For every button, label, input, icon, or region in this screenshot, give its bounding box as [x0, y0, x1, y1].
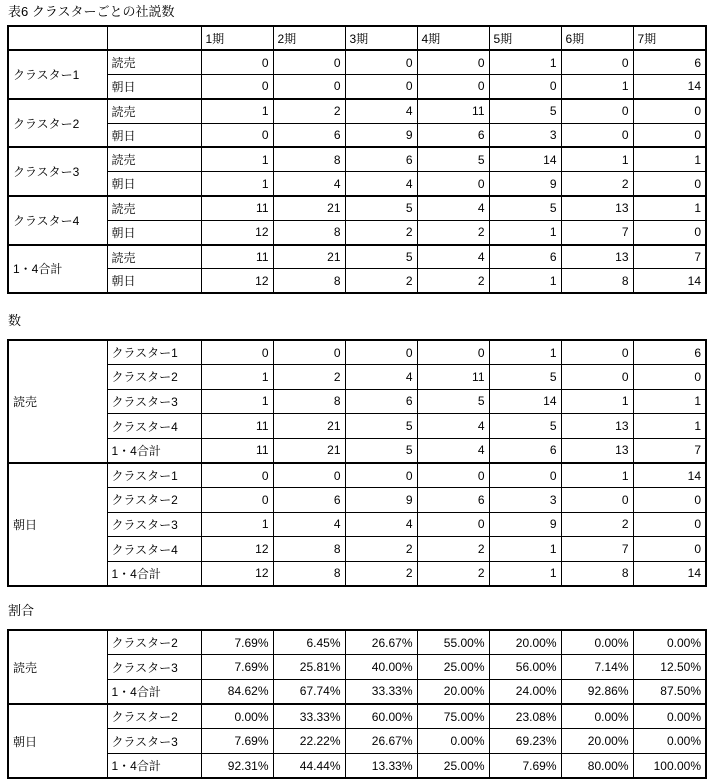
- value-cell: 0: [561, 50, 633, 74]
- row-label-cell: クラスター3: [107, 389, 201, 414]
- group-label-cell: クラスター4: [8, 196, 107, 245]
- value-cell: 0: [273, 340, 345, 365]
- value-cell: 11: [417, 99, 489, 123]
- value-cell: 5: [489, 414, 561, 439]
- value-cell: 5: [417, 147, 489, 171]
- value-cell: 0: [633, 172, 706, 196]
- value-cell: 8: [273, 269, 345, 293]
- row-label-cell: 朝日: [107, 220, 201, 244]
- value-cell: 1: [201, 389, 273, 414]
- table-row: [8, 655, 706, 680]
- value-cell: 24.00%: [489, 679, 561, 704]
- value-cell: 2: [417, 269, 489, 293]
- table-row: [8, 679, 706, 704]
- value-cell: 2: [273, 365, 345, 390]
- table-row: [8, 704, 706, 729]
- group-label-cell: クラスター1: [8, 50, 107, 99]
- value-cell: 69.23%: [489, 729, 561, 754]
- row-label-cell: クラスター4: [107, 414, 201, 439]
- value-cell: 0: [633, 365, 706, 390]
- value-cell: 4: [345, 365, 417, 390]
- value-cell: 0: [489, 75, 561, 99]
- value-cell: 55.00%: [417, 630, 489, 655]
- value-cell: 0: [561, 365, 633, 390]
- table-row: [8, 99, 706, 123]
- value-cell: 5: [345, 245, 417, 269]
- row-label-cell: クラスター3: [107, 729, 201, 754]
- value-cell: 14: [633, 561, 706, 586]
- value-cell: 6: [633, 340, 706, 365]
- table-editorials-by-cluster: [7, 25, 707, 294]
- table-row: [8, 729, 706, 754]
- table-row: [8, 172, 706, 196]
- group-label-cell: 読売: [8, 340, 107, 463]
- value-cell: 11: [201, 245, 273, 269]
- group-label-cell: 朝日: [8, 704, 107, 778]
- value-cell: 6: [417, 123, 489, 147]
- value-cell: 0: [417, 75, 489, 99]
- value-cell: 1: [561, 147, 633, 171]
- table-row: [8, 220, 706, 244]
- value-cell: 25.00%: [417, 753, 489, 778]
- table-row: [8, 269, 706, 293]
- row-label-cell: 1・4合計: [107, 679, 201, 704]
- group-label-cell: 1・4合計: [8, 245, 107, 294]
- value-cell: 7.69%: [201, 729, 273, 754]
- value-cell: 0.00%: [561, 630, 633, 655]
- row-label-cell: クラスター3: [107, 655, 201, 680]
- value-cell: 14: [489, 389, 561, 414]
- value-cell: 8: [273, 147, 345, 171]
- value-cell: 0: [417, 340, 489, 365]
- value-cell: 0: [273, 463, 345, 488]
- value-cell: 0.00%: [633, 630, 706, 655]
- value-cell: 1: [633, 196, 706, 220]
- value-cell: 33.33%: [345, 679, 417, 704]
- value-cell: 3: [489, 488, 561, 513]
- table-row: [8, 414, 706, 439]
- value-cell: 6: [345, 147, 417, 171]
- value-cell: 20.00%: [561, 729, 633, 754]
- value-cell: 13: [561, 438, 633, 463]
- row-label-cell: クラスター3: [107, 512, 201, 537]
- row-label-cell: 1・4合計: [107, 753, 201, 778]
- table-row: [8, 196, 706, 220]
- value-cell: 0.00%: [633, 729, 706, 754]
- row-label-cell: 1・4合計: [107, 561, 201, 586]
- value-cell: 80.00%: [561, 753, 633, 778]
- value-cell: 0: [201, 488, 273, 513]
- value-cell: 1: [489, 537, 561, 562]
- value-cell: 0: [201, 463, 273, 488]
- table-row: [8, 147, 706, 171]
- value-cell: 21: [273, 245, 345, 269]
- value-cell: 5: [345, 438, 417, 463]
- row-label-cell: クラスター2: [107, 630, 201, 655]
- value-cell: 6: [489, 245, 561, 269]
- row-label-cell: クラスター2: [107, 365, 201, 390]
- value-cell: 0: [345, 75, 417, 99]
- value-cell: 1: [561, 75, 633, 99]
- value-cell: 44.44%: [273, 753, 345, 778]
- table-row: [8, 753, 706, 778]
- table-row: [8, 630, 706, 655]
- row-label-cell: 朝日: [107, 123, 201, 147]
- value-cell: 2: [345, 537, 417, 562]
- value-cell: 0.00%: [201, 704, 273, 729]
- table-row: [8, 561, 706, 586]
- value-cell: 22.22%: [273, 729, 345, 754]
- value-cell: 3: [489, 123, 561, 147]
- value-cell: 4: [273, 172, 345, 196]
- value-cell: 2: [417, 537, 489, 562]
- value-cell: 2: [417, 561, 489, 586]
- value-cell: 0: [201, 75, 273, 99]
- value-cell: 9: [345, 488, 417, 513]
- value-cell: 7.14%: [561, 655, 633, 680]
- value-cell: 21: [273, 196, 345, 220]
- value-cell: 8: [273, 561, 345, 586]
- value-cell: 92.31%: [201, 753, 273, 778]
- value-cell: 67.74%: [273, 679, 345, 704]
- value-cell: 1: [561, 463, 633, 488]
- value-cell: 0: [561, 488, 633, 513]
- value-cell: 11: [201, 438, 273, 463]
- value-cell: 14: [633, 269, 706, 293]
- column-header-cell: 4期: [417, 26, 489, 50]
- table-counts-by-paper: [7, 339, 707, 587]
- value-cell: 12: [201, 561, 273, 586]
- value-cell: 20.00%: [489, 630, 561, 655]
- value-cell: 1: [489, 340, 561, 365]
- row-label-cell: 1・4合計: [107, 438, 201, 463]
- row-label-cell: クラスター1: [107, 463, 201, 488]
- row-label-cell: 朝日: [107, 269, 201, 293]
- value-cell: 7: [561, 537, 633, 562]
- value-cell: 7: [633, 245, 706, 269]
- value-cell: 4: [417, 438, 489, 463]
- value-cell: 25.81%: [273, 655, 345, 680]
- table-row: [8, 488, 706, 513]
- value-cell: 2: [561, 172, 633, 196]
- table-row: [8, 537, 706, 562]
- value-cell: 0.00%: [633, 704, 706, 729]
- value-cell: 12.50%: [633, 655, 706, 680]
- value-cell: 21: [273, 414, 345, 439]
- row-label-cell: 朝日: [107, 75, 201, 99]
- value-cell: 1: [201, 147, 273, 171]
- value-cell: 7.69%: [201, 655, 273, 680]
- value-cell: 8: [561, 561, 633, 586]
- value-cell: 4: [273, 512, 345, 537]
- value-cell: 2: [345, 561, 417, 586]
- value-cell: 1: [201, 365, 273, 390]
- value-cell: 1: [489, 269, 561, 293]
- value-cell: 92.86%: [561, 679, 633, 704]
- value-cell: 21: [273, 438, 345, 463]
- value-cell: 4: [417, 414, 489, 439]
- section-label-ratio: 割合: [8, 603, 35, 618]
- value-cell: 0: [273, 75, 345, 99]
- value-cell: 0: [201, 50, 273, 74]
- value-cell: 1: [201, 512, 273, 537]
- row-label-cell: クラスター1: [107, 340, 201, 365]
- value-cell: 87.50%: [633, 679, 706, 704]
- row-label-cell: 読売: [107, 196, 201, 220]
- value-cell: 1: [633, 414, 706, 439]
- value-cell: 0: [633, 99, 706, 123]
- value-cell: 4: [417, 245, 489, 269]
- value-cell: 8: [273, 220, 345, 244]
- value-cell: 11: [417, 365, 489, 390]
- value-cell: 2: [345, 269, 417, 293]
- column-header-cell: 2期: [273, 26, 345, 50]
- column-header-cell: 7期: [633, 26, 706, 50]
- value-cell: 5: [345, 414, 417, 439]
- page-title: 表6 クラスターごとの社説数: [8, 4, 175, 19]
- value-cell: 13: [561, 245, 633, 269]
- value-cell: 12: [201, 220, 273, 244]
- value-cell: 2: [345, 220, 417, 244]
- value-cell: 6: [273, 123, 345, 147]
- value-cell: 14: [489, 147, 561, 171]
- value-cell: 14: [633, 75, 706, 99]
- row-label-cell: 読売: [107, 50, 201, 74]
- corner-cell: [8, 26, 107, 50]
- row-label-cell: 朝日: [107, 172, 201, 196]
- value-cell: 60.00%: [345, 704, 417, 729]
- value-cell: 8: [561, 269, 633, 293]
- section-label-count: 数: [8, 313, 22, 328]
- value-cell: 0: [417, 50, 489, 74]
- group-label-cell: 読売: [8, 630, 107, 704]
- table-header: [8, 26, 706, 50]
- value-cell: 1: [489, 561, 561, 586]
- value-cell: 0: [345, 340, 417, 365]
- value-cell: 6: [345, 389, 417, 414]
- value-cell: 0: [345, 50, 417, 74]
- value-cell: 20.00%: [417, 679, 489, 704]
- table-row: [8, 438, 706, 463]
- value-cell: 12: [201, 269, 273, 293]
- value-cell: 1: [633, 389, 706, 414]
- value-cell: 2: [417, 220, 489, 244]
- value-cell: 0: [633, 123, 706, 147]
- value-cell: 0: [273, 50, 345, 74]
- row-label-cell: 読売: [107, 245, 201, 269]
- value-cell: 8: [273, 389, 345, 414]
- value-cell: 26.67%: [345, 729, 417, 754]
- value-cell: 0: [561, 340, 633, 365]
- value-cell: 40.00%: [345, 655, 417, 680]
- group-label-cell: クラスター2: [8, 99, 107, 148]
- value-cell: 5: [489, 365, 561, 390]
- value-cell: 0.00%: [561, 704, 633, 729]
- value-cell: 13: [561, 196, 633, 220]
- value-cell: 0: [417, 172, 489, 196]
- column-header-cell: 1期: [201, 26, 273, 50]
- value-cell: 1: [201, 172, 273, 196]
- value-cell: 7.69%: [489, 753, 561, 778]
- value-cell: 0: [633, 220, 706, 244]
- row-label-cell: クラスター2: [107, 488, 201, 513]
- column-header-cell: 6期: [561, 26, 633, 50]
- value-cell: 84.62%: [201, 679, 273, 704]
- value-cell: 9: [345, 123, 417, 147]
- value-cell: 4: [345, 99, 417, 123]
- value-cell: 0: [345, 463, 417, 488]
- value-cell: 100.00%: [633, 753, 706, 778]
- value-cell: 4: [417, 196, 489, 220]
- value-cell: 6: [273, 488, 345, 513]
- value-cell: 0: [417, 512, 489, 537]
- value-cell: 1: [633, 147, 706, 171]
- value-cell: 6: [489, 438, 561, 463]
- value-cell: 1: [489, 220, 561, 244]
- value-cell: 9: [489, 172, 561, 196]
- value-cell: 7.69%: [201, 630, 273, 655]
- value-cell: 25.00%: [417, 655, 489, 680]
- value-cell: 5: [489, 196, 561, 220]
- table-row: [8, 340, 706, 365]
- value-cell: 0: [561, 123, 633, 147]
- value-cell: 0.00%: [417, 729, 489, 754]
- value-cell: 5: [489, 99, 561, 123]
- row-label-cell: クラスター4: [107, 537, 201, 562]
- value-cell: 6: [633, 50, 706, 74]
- value-cell: 5: [417, 389, 489, 414]
- table-row: [8, 75, 706, 99]
- value-cell: 9: [489, 512, 561, 537]
- table-row: [8, 245, 706, 269]
- table-row: [8, 50, 706, 74]
- table-row: [8, 512, 706, 537]
- value-cell: 4: [345, 172, 417, 196]
- value-cell: 0: [633, 537, 706, 562]
- row-label-cell: 読売: [107, 147, 201, 171]
- value-cell: 0: [489, 463, 561, 488]
- table-row: [8, 389, 706, 414]
- value-cell: 5: [345, 196, 417, 220]
- value-cell: 14: [633, 463, 706, 488]
- value-cell: 0: [633, 512, 706, 537]
- value-cell: 8: [273, 537, 345, 562]
- group-label-cell: クラスター3: [8, 147, 107, 196]
- value-cell: 2: [561, 512, 633, 537]
- value-cell: 7: [561, 220, 633, 244]
- value-cell: 13.33%: [345, 753, 417, 778]
- column-header-cell: 3期: [345, 26, 417, 50]
- value-cell: 26.67%: [345, 630, 417, 655]
- value-cell: 2: [273, 99, 345, 123]
- table-row: [8, 123, 706, 147]
- value-cell: 6.45%: [273, 630, 345, 655]
- value-cell: 1: [561, 389, 633, 414]
- value-cell: 0: [201, 340, 273, 365]
- value-cell: 6: [417, 488, 489, 513]
- value-cell: 1: [201, 99, 273, 123]
- value-cell: 4: [345, 512, 417, 537]
- value-cell: 1: [489, 50, 561, 74]
- row-label-cell: クラスター2: [107, 704, 201, 729]
- column-header-cell: 5期: [489, 26, 561, 50]
- value-cell: 0: [417, 463, 489, 488]
- value-cell: 56.00%: [489, 655, 561, 680]
- table-row: [8, 365, 706, 390]
- value-cell: 0: [201, 123, 273, 147]
- value-cell: 12: [201, 537, 273, 562]
- table-row: [8, 463, 706, 488]
- value-cell: 13: [561, 414, 633, 439]
- table-header-row: [8, 26, 706, 50]
- value-cell: 11: [201, 196, 273, 220]
- row-label-cell: 読売: [107, 99, 201, 123]
- value-cell: 0: [633, 488, 706, 513]
- group-label-cell: 朝日: [8, 463, 107, 586]
- value-cell: 33.33%: [273, 704, 345, 729]
- value-cell: 7: [633, 438, 706, 463]
- value-cell: 0: [561, 99, 633, 123]
- corner-cell: [107, 26, 201, 50]
- value-cell: 23.08%: [489, 704, 561, 729]
- table-percentages-by-paper: [7, 629, 707, 779]
- value-cell: 11: [201, 414, 273, 439]
- value-cell: 75.00%: [417, 704, 489, 729]
